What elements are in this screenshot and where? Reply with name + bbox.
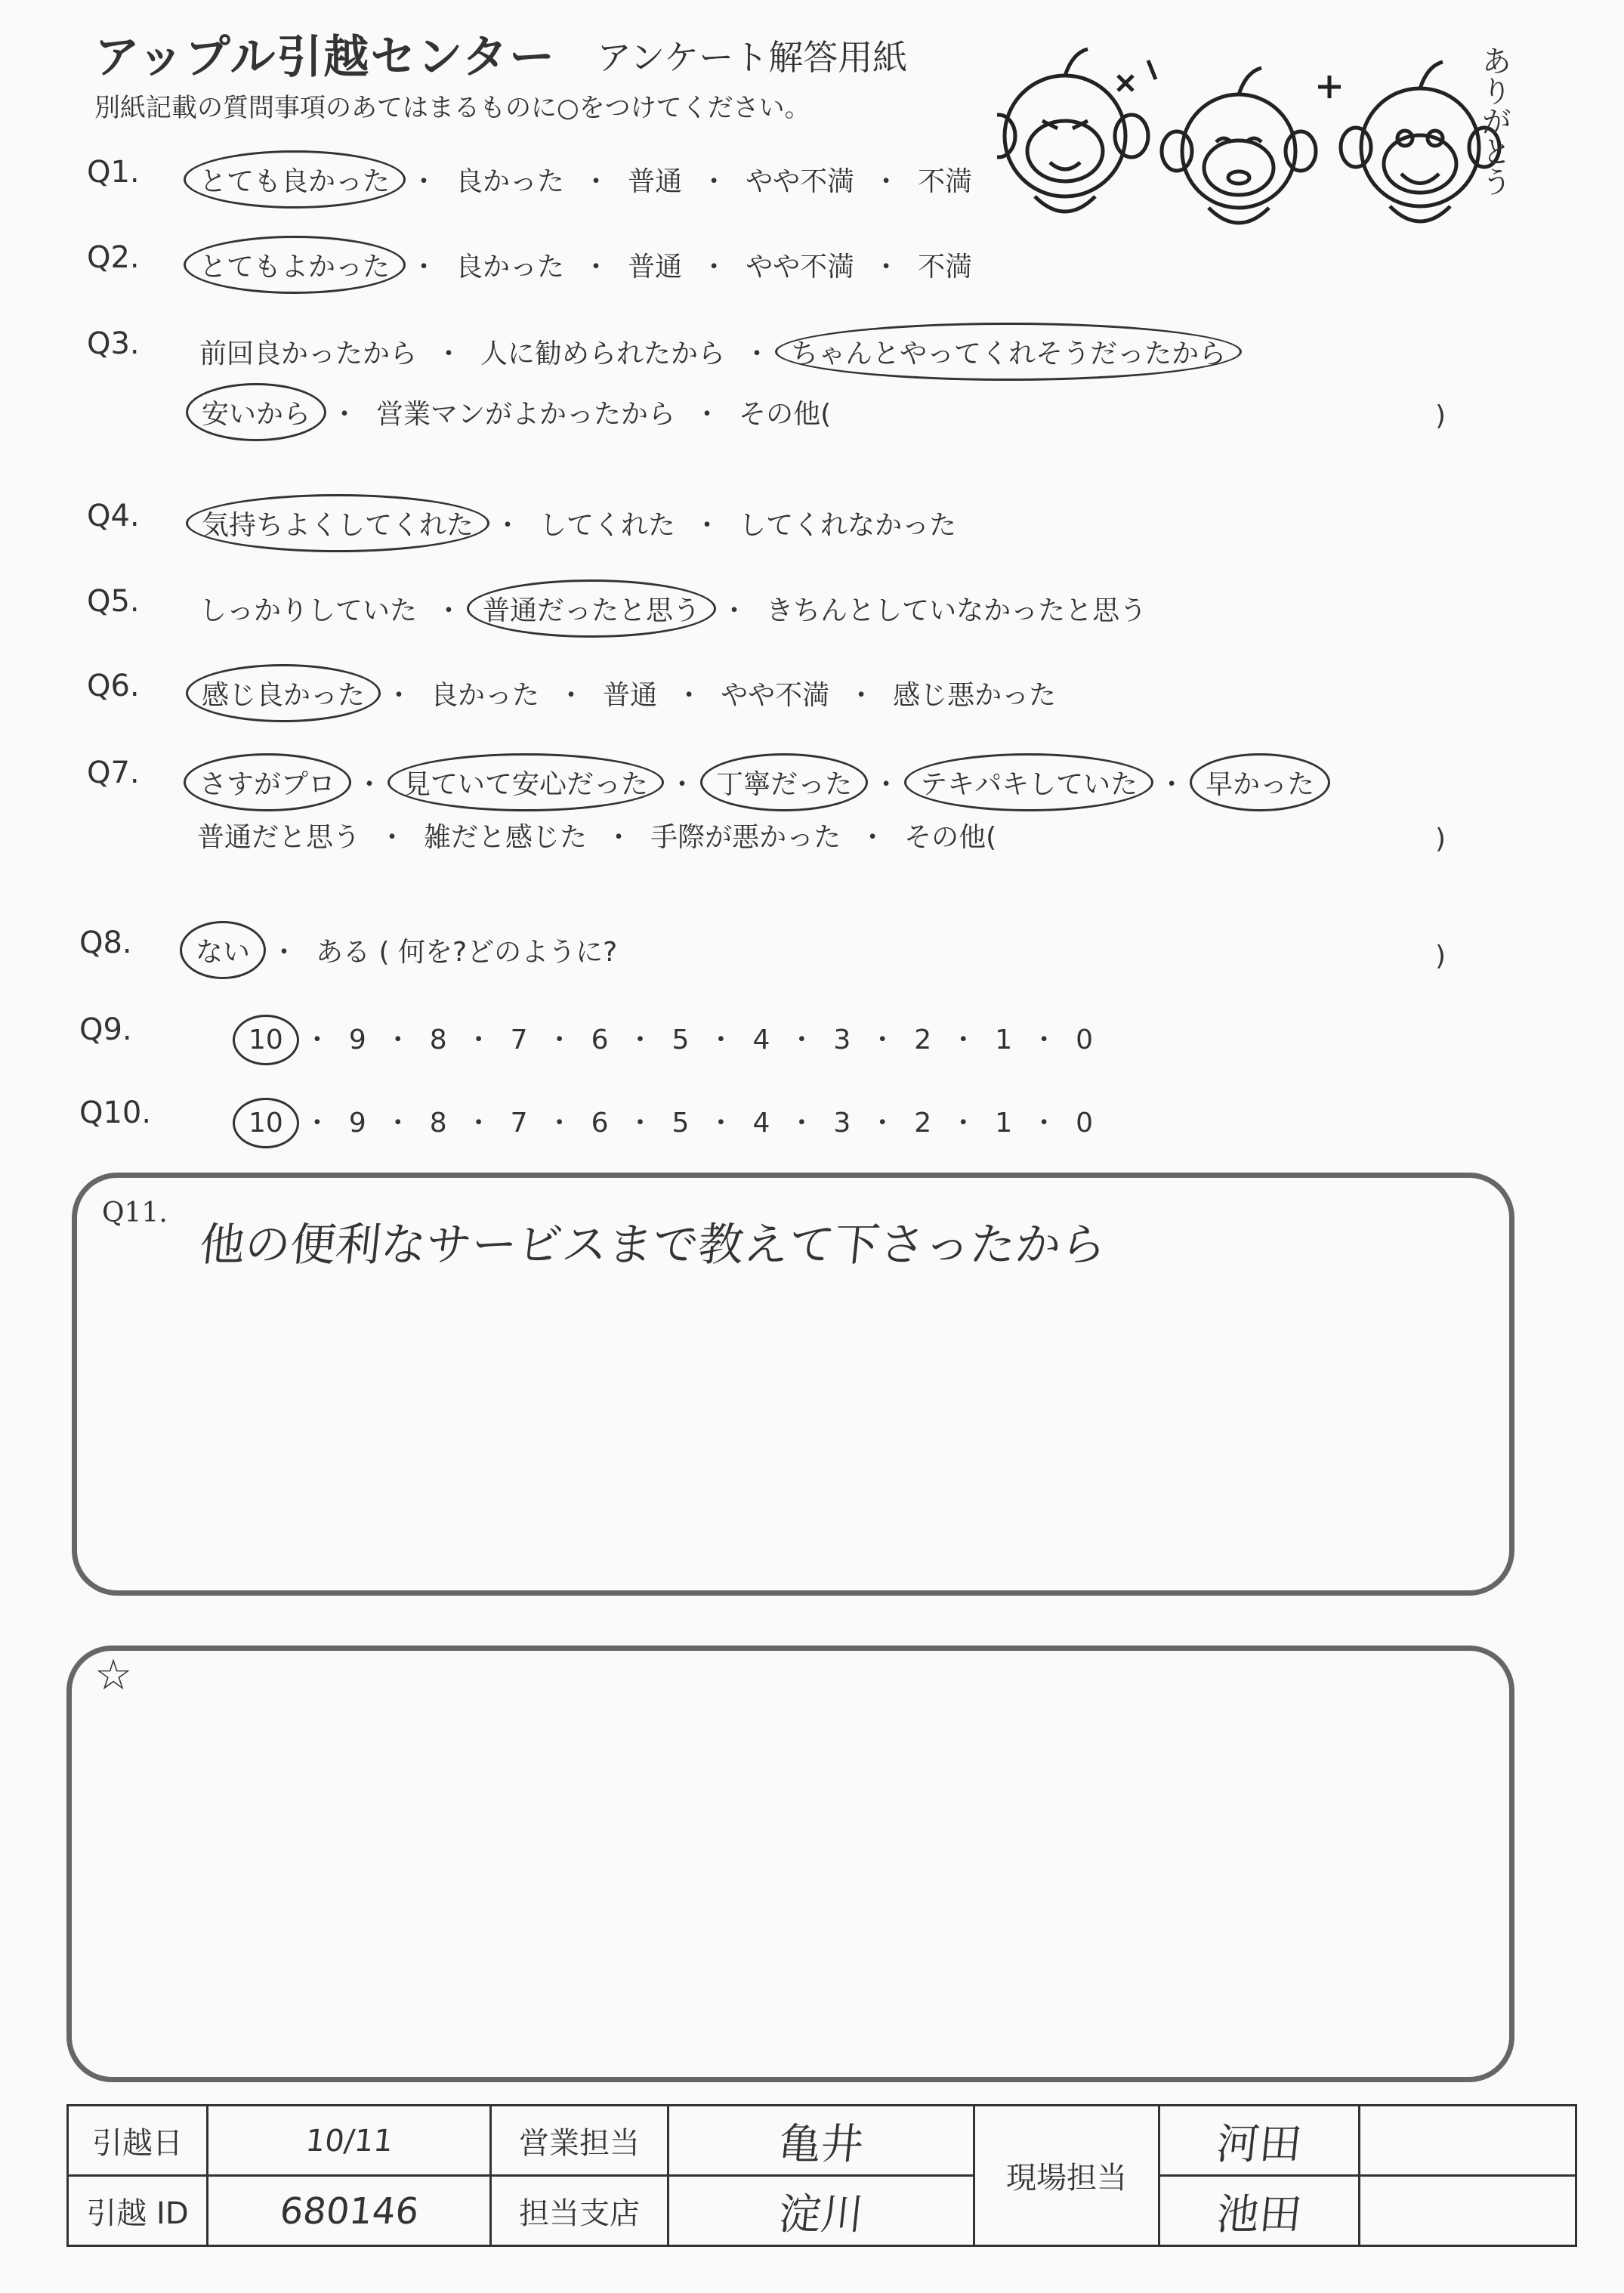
q9-option-9[interactable]: 9 xyxy=(348,1024,366,1055)
thanks-vertical-text: ありがとう xyxy=(1477,45,1511,196)
q3-option-5[interactable]: 営業マンがよかったから xyxy=(376,399,676,430)
site-staff-value-2[interactable]: 池田 xyxy=(1156,2176,1363,2246)
q7-close-paren: ) xyxy=(1435,824,1446,854)
q10-option-9[interactable]: 9 xyxy=(348,1108,366,1139)
q9-option-1[interactable]: 1 xyxy=(995,1024,1013,1055)
q9-option-10[interactable]: 10 xyxy=(233,1015,299,1065)
q10-label: Q10. xyxy=(79,1096,152,1130)
q3-option-4[interactable]: 安いから xyxy=(186,383,326,441)
q9-option-7[interactable]: 7 xyxy=(510,1024,528,1055)
comment-box[interactable] xyxy=(66,1646,1514,2082)
q4-option-2[interactable]: してくれた xyxy=(539,510,676,541)
q6-option-1[interactable]: 感じ良かった xyxy=(186,664,381,722)
q8-option-2[interactable]: ある ( 何を?どのように? xyxy=(316,937,618,968)
q5-options: しっかりしていた ・ 普通だったと思う ・ きちんとしていなかったと思う xyxy=(195,589,1151,628)
q3-close-paren: ) xyxy=(1435,400,1446,431)
q3-option-1[interactable]: 前回良かったから xyxy=(199,338,418,369)
q9-options: 10 ・ 9 ・ 8 ・ 7 ・ 6 ・ 5 ・ 4 ・ 3 ・ 2 ・ 1 ・ 0 xyxy=(242,1018,1098,1057)
q9-option-6[interactable]: 6 xyxy=(591,1024,609,1055)
q10-option-8[interactable]: 8 xyxy=(429,1108,447,1139)
q3-label: Q3. xyxy=(87,326,140,361)
q4-label: Q4. xyxy=(87,499,140,533)
q1-options: とても良かった ・ 良かった ・ 普通 ・ やや不満 ・ 不満 xyxy=(193,160,977,199)
q10-option-3[interactable]: 3 xyxy=(833,1108,851,1139)
q7-option-3[interactable]: 丁寧だった xyxy=(700,753,868,811)
q4-option-3[interactable]: してくれなかった xyxy=(739,510,957,541)
q5-option-3[interactable]: きちんとしていなかったと思う xyxy=(766,595,1147,626)
q7-option-other[interactable]: その他( xyxy=(904,822,997,853)
q10-option-4[interactable]: 4 xyxy=(752,1108,770,1139)
q2-option-2[interactable]: 良かった xyxy=(455,252,565,283)
site-staff-value-1[interactable]: 河田 xyxy=(1156,2106,1363,2176)
q5-label: Q5. xyxy=(87,584,140,619)
site-staff-label: 現場担当 xyxy=(974,2106,1159,2246)
q7-options: さすがプロ ・ 見ていて安心だった ・ 丁寧だった ・ テキパキしていた ・ 早かった xyxy=(193,763,1321,802)
q6-option-4[interactable]: やや不満 xyxy=(721,680,830,711)
q5-option-1[interactable]: しっかりしていた xyxy=(199,595,418,626)
q6-options: 感じ良かった ・ 良かった ・ 普通 ・ やや不満 ・ 感じ悪かった xyxy=(195,674,1061,712)
q2-label: Q2. xyxy=(87,240,140,275)
site-staff-extra-2[interactable] xyxy=(1360,2176,1576,2246)
q6-label: Q6. xyxy=(87,669,140,703)
move-id-label: 引越 ID xyxy=(68,2176,208,2246)
move-date-value[interactable]: 10/11 xyxy=(204,2106,495,2176)
q1-option-4[interactable]: やや不満 xyxy=(746,166,855,197)
q9-label: Q9. xyxy=(79,1012,132,1047)
instruction-text: 別紙記載の質問事項のあてはまるものに○をつけてください。 xyxy=(94,93,810,123)
q7-option-6[interactable]: 普通だと思う xyxy=(197,822,361,853)
q7-option-8[interactable]: 手際が悪かった xyxy=(650,822,841,853)
form-subtitle: アンケート解答用紙 xyxy=(597,37,908,78)
q8-options: ない ・ ある ( 何を?どのように? xyxy=(189,931,622,969)
staff-info-table xyxy=(66,2104,1577,2247)
move-id-value[interactable]: 680146 xyxy=(204,2176,495,2246)
q10-option-2[interactable]: 2 xyxy=(914,1108,932,1139)
sales-rep-value[interactable]: 亀井 xyxy=(665,2106,978,2176)
q4-option-1[interactable]: 気持ちよくしてくれた xyxy=(186,494,489,552)
q7-label: Q7. xyxy=(87,756,140,790)
form-title: アップル引越センター xyxy=(94,31,556,84)
q4-options: 気持ちよくしてくれた ・ してくれた ・ してくれなかった xyxy=(195,504,961,542)
q3-option-3[interactable]: ちゃんとやってくれそうだったから xyxy=(775,323,1242,381)
q9-option-3[interactable]: 3 xyxy=(833,1024,851,1055)
q3-options: 前回良かったから ・ 人に勧められたから ・ ちゃんとやってくれそうだったから xyxy=(195,332,1233,371)
q6-option-5[interactable]: 感じ悪かった xyxy=(893,680,1057,711)
q8-option-1[interactable]: ない xyxy=(180,921,266,979)
q6-option-3[interactable]: 普通 xyxy=(603,680,658,711)
q1-option-1[interactable]: とても良かった xyxy=(184,150,406,209)
q1-option-5[interactable]: 不満 xyxy=(918,166,973,197)
q9-option-5[interactable]: 5 xyxy=(672,1024,690,1055)
star-icon: ☆ xyxy=(94,1651,133,1700)
branch-label: 担当支店 xyxy=(491,2176,668,2246)
q11-label: Q11. xyxy=(102,1197,168,1228)
q2-option-3[interactable]: 普通 xyxy=(628,252,683,283)
q9-option-4[interactable]: 4 xyxy=(752,1024,770,1055)
q3-option-2[interactable]: 人に勧められたから xyxy=(480,338,726,369)
q10-option-5[interactable]: 5 xyxy=(672,1108,690,1139)
q7-option-2[interactable]: 見ていて安心だった xyxy=(387,753,664,811)
monkey-mascots-illustration xyxy=(997,23,1511,242)
sales-rep-label: 営業担当 xyxy=(491,2106,668,2176)
q1-option-2[interactable]: 良かった xyxy=(455,166,565,197)
q6-option-2[interactable]: 良かった xyxy=(431,680,540,711)
q7-option-1[interactable]: さすがプロ xyxy=(184,753,351,811)
q2-option-5[interactable]: 不満 xyxy=(918,252,973,283)
q7-option-5[interactable]: 早かった xyxy=(1190,753,1330,811)
q8-label: Q8. xyxy=(79,926,132,960)
q11-handwritten-answer: 他の便利なサービスまで教えて下さったから xyxy=(196,1219,1110,1272)
q2-option-1[interactable]: とてもよかった xyxy=(184,236,406,294)
q7-option-7[interactable]: 雑だと感じた xyxy=(424,822,588,853)
q8-close-paren: ) xyxy=(1435,941,1446,972)
q2-options: とてもよかった ・ 良かった ・ 普通 ・ やや不満 ・ 不満 xyxy=(193,246,977,284)
q10-option-7[interactable]: 7 xyxy=(510,1108,528,1139)
q9-option-8[interactable]: 8 xyxy=(429,1024,447,1055)
move-date-label: 引越日 xyxy=(68,2106,208,2176)
q7-options-line2: 普通だと思う ・ 雑だと感じた ・ 手際が悪かった ・ その他( xyxy=(193,816,1001,854)
q3-options-line2: 安いから ・ 営業マンがよかったから ・ その他( xyxy=(195,393,835,431)
branch-value[interactable]: 淀川 xyxy=(665,2176,978,2246)
site-staff-extra-1[interactable] xyxy=(1360,2106,1576,2176)
q9-option-2[interactable]: 2 xyxy=(914,1024,932,1055)
q1-option-3[interactable]: 普通 xyxy=(628,166,683,197)
q10-option-1[interactable]: 1 xyxy=(995,1108,1013,1139)
q1-label: Q1. xyxy=(87,155,140,190)
q10-option-10[interactable]: 10 xyxy=(233,1098,299,1148)
q5-option-2[interactable]: 普通だったと思う xyxy=(467,579,716,638)
q10-option-0[interactable]: 0 xyxy=(1076,1108,1094,1139)
q10-option-6[interactable]: 6 xyxy=(591,1108,609,1139)
q2-option-4[interactable]: やや不満 xyxy=(746,252,855,283)
q9-option-0[interactable]: 0 xyxy=(1076,1024,1094,1055)
q10-options: 10 ・ 9 ・ 8 ・ 7 ・ 6 ・ 5 ・ 4 ・ 3 ・ 2 ・ 1 ・ 0 xyxy=(242,1102,1098,1140)
q3-option-other[interactable]: その他( xyxy=(739,399,832,430)
q7-option-4[interactable]: テキパキしていた xyxy=(904,753,1153,811)
